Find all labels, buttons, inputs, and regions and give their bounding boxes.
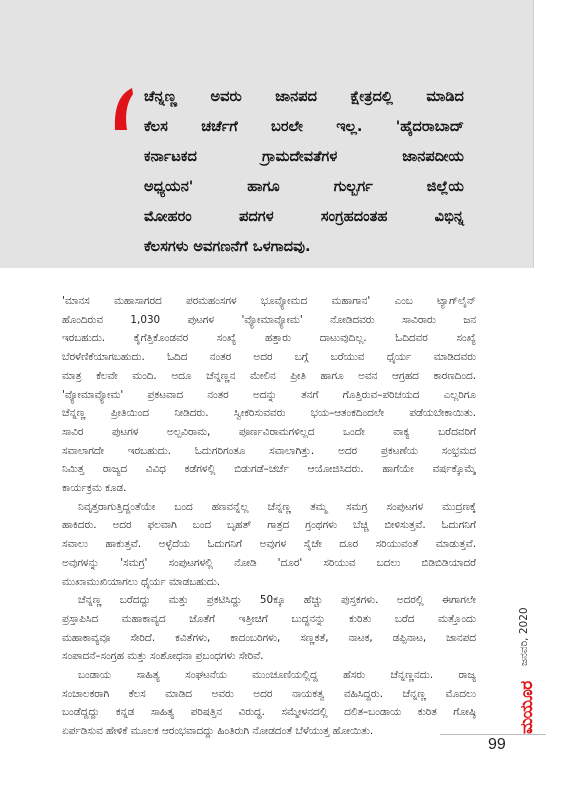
magazine-logo [517,676,541,734]
issue-date [518,596,532,666]
pull-quote-line: ಕೆಲಸಗಳು ಅವಗಣನೆಗೆ ಒಳಗಾದವು. [144,238,311,255]
text-line: ಏರ್ಪಡಿಸುವ ಹೇಳಿಕೆ ಮೂಲಕ ಆರಂಭವಾದದ್ದು ಹಿಂತಿರುಗಿ ನೋಡದಂತೆ ಬೆಳೆಯುತ್ತ ಹೋಯಿತು. [62,725,374,738]
article-body [62,292,476,741]
page-number: 99 [488,736,506,753]
text-line: ಮಾತ್ರ ಕೆಲವೇ ಮಂದಿ. ಅದೂ ಚೆನ್ನಣ್ಣನ ಮೇಲಿನ ಪ್ರೀತಿ ಹಾಗೂ ಅವನ ಆಗ್ರಹದ ಕಾರಣದಿಂದ. [62,369,476,382]
issue-date-text: ಜನವರಿ, 2020 [518,607,530,666]
pull-quote-text [144,82,464,262]
text-line: ಹಾಕಿದರು. ಅದರ ಫಲವಾಗಿ ಬಂದ ಬೃಹತ್ ಗಾತ್ರದ ಗ್ರಂಥಗಳು ಬೆಚ್ಚಿ ಬೀಳಿಸುತ್ತವೆ. ಓದುಗನಿಗೆ [62,519,476,532]
text-line: ಸಂಚಾಲಕರಾಗಿ ಕೆಲಸ ಮಾಡಿದ ಅವರು ಅದರ ನಾಯಕತ್ವ ವಹಿಸಿದ್ದರು. ಚೆನ್ನಣ್ಣ ಮೊದಲು [62,687,476,700]
text-line: ಮಹಾಕಾವ್ಯವೂ ಸೇರಿದೆ. ಕವಿತೆಗಳು, ಕಾದಂಬರಿಗಳು, ಸಣ್ಣಕತೆ, ನಾಟಕ, ಡಪ್ಪಿನಾಟ, ಜಾನಪದ [62,631,476,644]
page-number-rule [440,734,546,735]
pull-quote-line: ಮೋಹರಂ ಪದಗಳ ಸಂಗ್ರಹದಂತಹ ವಿಭಿನ್ನ [144,208,464,225]
quote-mark-icon [112,86,134,132]
text-line: 'ವ್ಯೋಮಾವ್ಯೋಮ' ಪ್ರಕಟವಾದ ನಂತರ ಅದನ್ನು ತನಗೆ ಗೊತ್ತಿರುವ–ಪರಿಚಯದ ಎಲ್ಲರಿಗೂ [62,388,476,401]
text-line: ನಿವೃತ್ತರಾಗುತ್ತಿದ್ದಂತೆಯೇ ಬಂದ ಹಣವನ್ನೆಲ್ಲ ಚೆನ್ನಣ್ಣ ತಮ್ಮ ಸಮಗ್ರ ಸಂಪುಟಗಳ ಮುದ್ರಣಕ್ಕೆ [78,500,476,513]
magazine-logo-text: ಮಯೂರ [517,681,537,734]
paragraph-4 [62,666,476,741]
paragraph-1 [62,292,476,498]
pull-quote-line: ಕರ್ನಾಟಕದ ಗ್ರಾಮದೇವತೆಗಳ ಜಾನಪದೀಯ [144,148,464,165]
text-line: ಸವಾಲಾಗದೇ ಇರಬಹುದು. ಓದುಗರಿಗಂತೂ ಸವಾಲಾಗಿತ್ತು. ಅದರ ಪ್ರಕಟಣೆಯ ಸಂಭ್ರಮದ [62,444,476,457]
text-line: ಹೊಂದಿರುವ 1,030 ಪುಟಗಳ 'ವ್ಯೋಮಾವ್ಯೋಮ' ನೋಡಿದವರು ಸಾವಿರಾರು ಜನ [62,313,476,326]
text-line: ಕಾರ್ಯಕ್ರಮ ಕೂಡ. [62,482,127,495]
pull-quote-line: ಅಧ್ಯಯನ' ಹಾಗೂ ಗುಲ್ಬರ್ಗ ಜಿಲ್ಲೆಯ [144,178,464,195]
pull-quote-line: ಕೆಲಸ ಚರ್ಚೆಗೆ ಬರಲೇ ಇಲ್ಲ. 'ಹೈದರಾಬಾದ್ [144,118,464,135]
paragraph-2 [62,498,476,592]
text-line: ಸವಾಲು ಹಾಕುತ್ತವೆ. ಅಳ್ಳೆದೆಯ ಓದುಗನಿಗೆ ಅವುಗಳ ಸೈಜೇ ದೂರ ಸರಿಯುವಂತೆ ಮಾಡುತ್ತವೆ. [62,538,476,551]
text-line: ಸಾವಿರ ಪುಟಗಳ ಅಲ್ಪವಿರಾಮ, ಪೂರ್ಣವಿರಾಮಗಳಿಲ್ಲದ ಒಂದೇ ವಾಕ್ಯ ಬರೆದವರಿಗೆ [62,425,476,438]
text-line: ಇರಬಹುದು. ಕೈಗೆತ್ತಿಕೊಂಡವರ ಸಂಖ್ಯೆ ಹತ್ತಾರು ದಾಟುವುದಿಲ್ಲ. ಓದಿದವರ ಸಂಖ್ಯೆ [62,332,476,345]
text-line: ಪ್ರಸ್ತಾಪಿಸಿದ ಮಹಾಕಾವ್ಯದ ಜೊತೆಗೆ ಇತ್ತೀಚಿಗೆ ಬುದ್ಧನನ್ನು ಕುರಿತು ಬರೆದ ಮತ್ತೊಂದು [62,612,476,625]
text-line: ಚೆನ್ನಣ್ಣ ಬರೆದದ್ದು ಮತ್ತು ಪ್ರಕಟಿಸಿದ್ದು 50ಕ್ಕೂ ಹೆಚ್ಚು ಪುಸ್ತಕಗಳು. ಅದರಲ್ಲಿ ಈಗಾಗಲೇ [78,594,476,607]
pull-quote-line: ಚೆನ್ನಣ್ಣ ಅವರು ಜಾನಪದ ಕ್ಷೇತ್ರದಲ್ಲಿ ಮಾಡಿದ [144,88,464,105]
text-line: ಮುಖಾಮುಖಿಯಾಗಲು ಧೈರ್ಯ ಮಾಡಬಹುದು. [62,575,221,588]
text-line: ಬೆರಳೆಣಿಕೆಯಾಗಬಹುದು. ಓದಿದ ನಂತರ ಅದರ ಬಗ್ಗೆ ಬರೆಯುವ ಧೈರ್ಯ ಮಾಡಿದವರು [62,351,476,364]
pull-quote-box [0,0,533,268]
text-line: ಚೆನ್ನಣ್ಣ ಪ್ರೀತಿಯಿಂದ ನೀಡಿದರು. ಸ್ವೀಕರಿಸುವವರು ಭಯ–ಆತಂಕದಿಂದಲೇ ಪಡೆಯಬೇಕಾಯಿತು. [62,407,476,420]
text-line: ಸಂಪಾದನೆ–ಸಂಗ್ರಹ ಮತ್ತು ಸಂಶೋಧನಾ ಪ್ರಬಂಧಗಳು ಸೇರಿವೆ. [62,650,264,663]
paragraph-3 [62,591,476,666]
text-line: 'ಮಾನಸ ಮಹಾಸಾಗರದ ಪರಮಹಂಸಗಳ ಭೂವ್ಯೋಮದ ಮಹಾಗಾನ' ಎಂಬ ಟ್ಯಾಗ್‌ಲೈನ್ [62,295,476,307]
text-line: ಬಂಡಾಯ ಸಾಹಿತ್ಯ ಸಂಘಟನೆಯ ಮುಂಚೂಣಿಯಲ್ಲಿದ್ದ ಹೆಸರು ಚೆನ್ನಣ್ಣನದು. ರಾಜ್ಯ [78,669,476,682]
text-line: ನಿಮಿತ್ತ ರಾಜ್ಯದ ವಿವಿಧ ಕಡೆಗಳಲ್ಲಿ ಬಿಡುಗಡೆ–ಚರ್ಚೆ ಆಯೋಜಿಸಿದರು. ಹಾಗೆಯೇ ವರ್ಷಕ್ಕೊಮ್ಮೆ [62,463,476,476]
margin-divider [533,0,534,268]
text-line: ಅವುಗಳನ್ನು 'ಸಮಗ್ರ' ಸಂಪುಟಗಳಲ್ಲಿ ನೋಡಿ 'ದೂರ' ಸರಿಯುವ ಬದಲು ಬಿಡಿಬಿಡಿಯಾದರೆ [62,556,476,569]
text-line: ಬಂಡೆದ್ದದ್ದು ಕನ್ನಡ ಸಾಹಿತ್ಯ ಪರಿಷತ್ತಿನ ವಿರುದ್ಧ. ಸಮ್ಮೇಳನದಲ್ಲಿ ದಲಿತ–ಬಂಡಾಯ ಕುರಿತ ಗೋಷ್ಠಿ [62,706,476,719]
